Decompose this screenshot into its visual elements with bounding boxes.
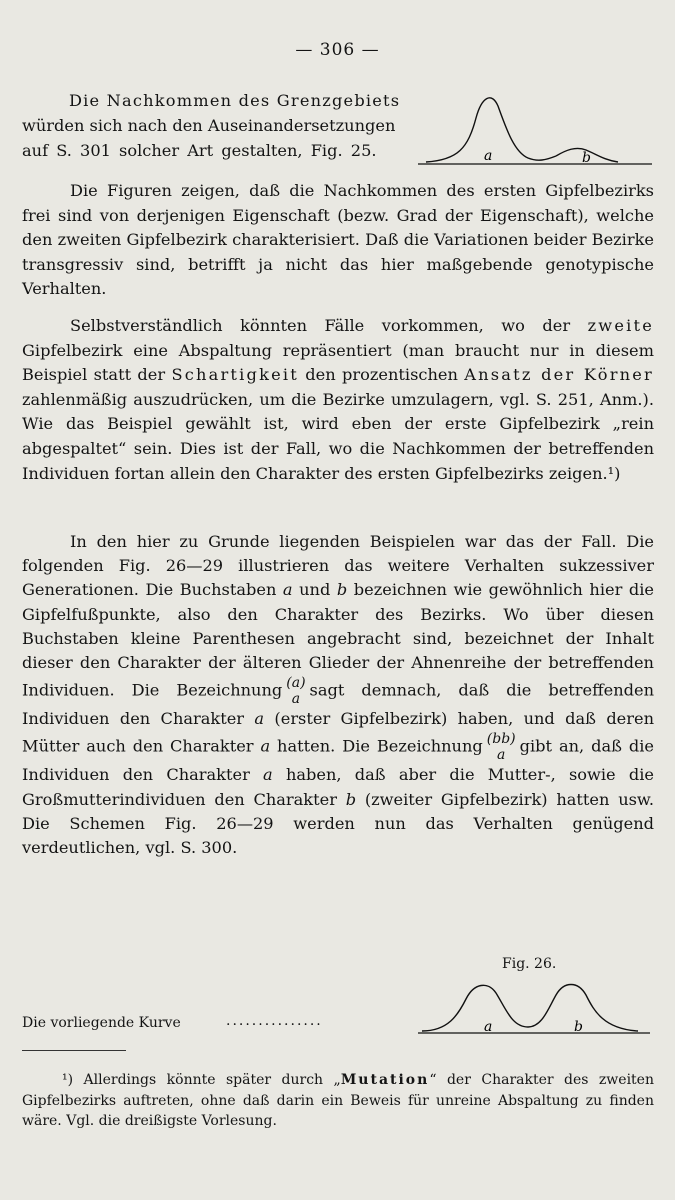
intro-text xyxy=(22,88,419,163)
notation-1-top: (a) xyxy=(286,675,306,692)
footnote-text-2: “ der Charakter des zweiten Gipfelbezirks auftreten, ohne daß darin ein Beweis für unreine Abspaltung zu finden wäre. Vgl. die dreißigste Vorlesung. xyxy=(22,1072,654,1129)
fig26-row-label: Die vorliegende Kurve xyxy=(22,1015,181,1031)
fig26-curve xyxy=(418,975,654,1041)
para3-letter-a-3: a xyxy=(260,736,271,756)
fig25-curve xyxy=(418,88,654,170)
para3-letter-a-2: a xyxy=(254,709,265,729)
para3-text-4: sagt demnach, daß die betreffenden Individuen den Charakter xyxy=(22,680,654,729)
paragraph-1 xyxy=(22,179,654,302)
notation-bb-over-a xyxy=(487,731,516,763)
footnote-divider xyxy=(22,1050,126,1051)
fig26-leader-dots: ............... xyxy=(226,1013,323,1029)
fig25-label-a: a xyxy=(484,148,493,164)
para3-text-1: In den hier zu Grunde liegenden Beispielen war das der Fall. Die folgenden Fig. 26—29 illustrieren das weitere Verhalten sukzessiver Generationen. Die Buchstaben xyxy=(22,532,654,600)
para2-text-3: den prozentischen xyxy=(298,365,465,385)
para2-spaced-3: Ansatz der Körner xyxy=(464,365,654,385)
para3-text-8: haben, daß aber die Mutter-, sowie die Großmutterindividuen den Charakter xyxy=(22,765,654,809)
footnote-spaced: Mutation xyxy=(340,1072,430,1088)
notation-1-bottom: a xyxy=(291,691,301,708)
para3-letter-b: b xyxy=(336,580,348,600)
intro-line-1: Die Nachkommen des Grenzgebiets xyxy=(69,91,401,110)
para2-spaced-1: zweite xyxy=(587,316,654,335)
fig26-label-b: b xyxy=(574,1019,583,1035)
footnote-text-1: ¹) Allerdings könnte später durch „ xyxy=(62,1072,341,1088)
para3-letter-b-2: b xyxy=(345,789,357,809)
para2-text-4: zahlenmäßig auszudrücken, um die Bezirke umzulagern, vgl. S. 251, Anm.). Wie das Beispiel gewählt ist, wird eben der erste Gipfelbezirk „rein abgespaltet“ sein. Dies ist der Fall, wo die Nachkommen der betreffenden Individuen fortan allein den Charakter des ersten Gipfelbezirks zeigen.¹) xyxy=(22,389,654,483)
notation-2-top: (bb) xyxy=(486,731,516,748)
para3-text-9: (zweiter Gipfelbezirk) hatten usw. Die Schemen Fig. 26—29 werden nun das Verhalten genügend verdeutlichen, vgl. S. 300. xyxy=(22,789,654,858)
para3-text-6: hatten. Die Bezeichnung xyxy=(270,736,483,756)
paragraph-3 xyxy=(22,530,654,860)
intro-line-3: auf S. 301 solcher Art gestalten, Fig. 25. xyxy=(22,141,377,160)
para3-letter-a-4: a xyxy=(263,765,273,785)
footnote xyxy=(22,1070,654,1132)
para2-spaced-2: Schartigkeit xyxy=(171,365,299,385)
page-number: — 306 — xyxy=(295,40,380,60)
para3-text-7: gibt an, daß die Individuen den Charakter xyxy=(22,736,654,785)
intro-line-2: würden sich nach den Auseinandersetzungen xyxy=(22,116,396,135)
para3-text-2: und xyxy=(292,580,337,600)
para3-text-5: (erster Gipfelbezirk) haben, und daß deren Mütter auch den Charakter xyxy=(22,709,655,756)
fig26-label-a: a xyxy=(484,1019,493,1035)
fig25-label-b: b xyxy=(582,150,591,166)
notation-2-bottom: a xyxy=(497,747,506,764)
notation-a-over-a xyxy=(286,675,305,707)
paragraph-2 xyxy=(22,314,654,486)
para3-letter-a: a xyxy=(282,580,293,600)
para3-text-3: bezeichnen wie gewöhnlich hier die Gipfelfußpunkte, also den Charakter des Bezirks. Wo über diesen Buchstaben kleine Parenthesen angebracht sind, bezeichnet der Inhalt dieser den Charakter der älteren Glieder der Ahnenreihe der betreffenden Individuen. Die Bezeichnung xyxy=(22,580,654,700)
fig26-peaks xyxy=(422,985,638,1032)
paragraph-1-text: Die Figuren zeigen, daß die Nachkommen des ersten Gipfelbezirks frei sind von derjenigen Eigenschaft (bezw. Grad der Eigenschaft), welche den zweiten Gipfelbezirk charakterisiert. Daß die Variationen beider Bezirke transgressiv sind, betrifft ja nicht das hier maßgebende genotypische Verhalten. xyxy=(22,181,654,299)
fig26-caption: Fig. 26. xyxy=(502,956,557,972)
para2-text-2: Gipfelbezirk eine Abspaltung repräsentiert (man braucht nur in diesem Beispiel statt der xyxy=(22,340,654,385)
para2-text-1: Selbstverständlich könnten Fälle vorkommen, wo der xyxy=(70,316,588,335)
